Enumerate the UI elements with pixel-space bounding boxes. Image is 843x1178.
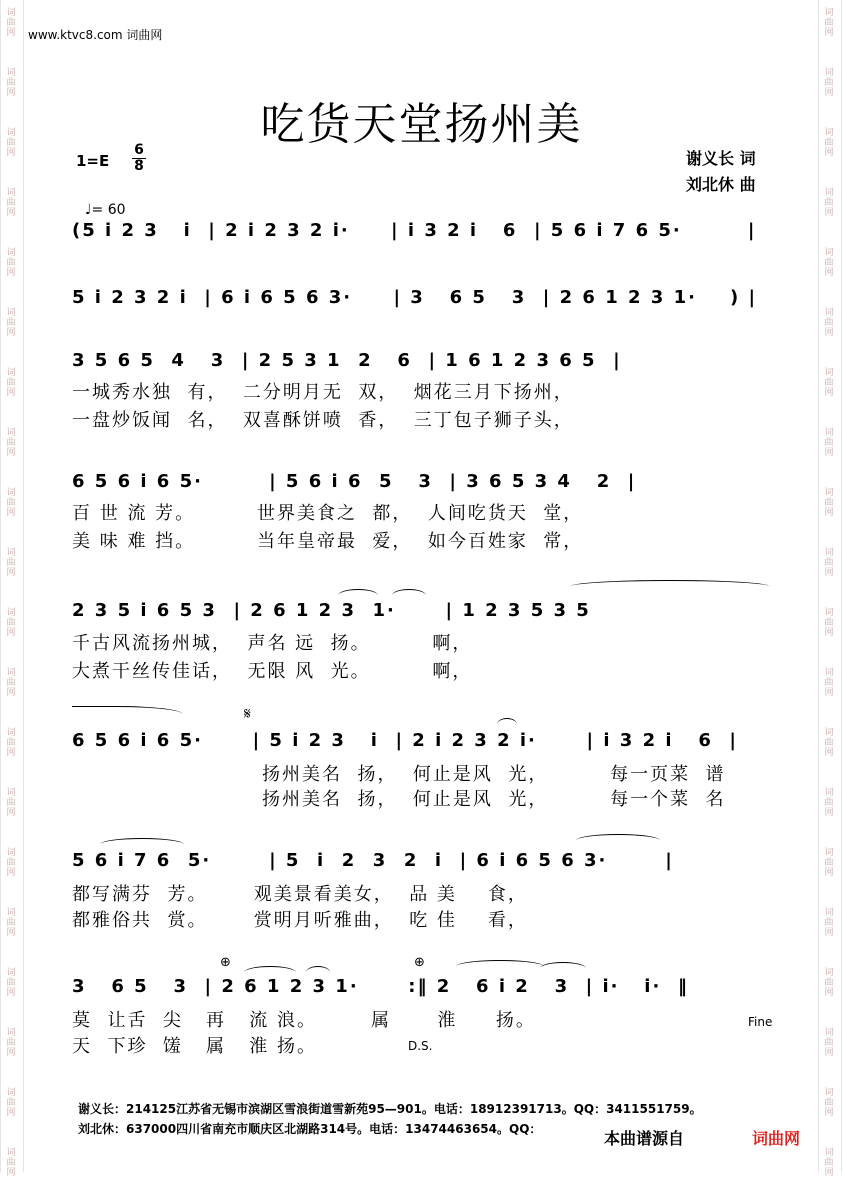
watermark-mark: 词曲网	[824, 728, 834, 758]
notation-row-4: 6 5 6 i 6 5· | 5 6 i 6 5 3 | 3 6 5 3 4 2 |	[72, 471, 637, 492]
watermark-mark: 词曲网	[6, 428, 16, 458]
lyric-row-4-verse-2: 美 味 难 挡。 当年皇帝最 爱， 如今百姓家 常，	[72, 531, 584, 552]
notation-row-1: (5 i 2 3 i | 2 i 2 3 2 i· | i 3 2 i 6 | 5 6 i 7 6 5· |	[72, 220, 757, 241]
slur-mark	[576, 834, 660, 847]
watermark-mark: 词曲网	[824, 788, 834, 818]
lyric-row-7-verse-1: 都写满芬 芳。 观美景看美女， 品 美 食，	[72, 884, 528, 905]
site-url[interactable]: www.ktvc8.com 词曲网	[28, 28, 163, 42]
lyricist-credit: 谢义长 词	[686, 149, 756, 168]
watermark-mark: 词曲网	[6, 188, 16, 218]
time-signature	[132, 143, 146, 174]
watermark-mark: 词曲网	[824, 1148, 834, 1178]
watermark-mark: 词曲网	[824, 188, 834, 218]
watermark-mark: 词曲网	[6, 788, 16, 818]
tempo-marking	[76, 186, 126, 218]
slur-mark	[456, 960, 544, 973]
coda-icon: ⊕	[220, 955, 231, 970]
watermark-mark: 词曲网	[824, 668, 834, 698]
quarter-note-icon: ♩	[84, 202, 92, 218]
watermark-mark: 词曲网	[6, 308, 16, 338]
lyric-row-8-verse-1: 莫 让舌 尖 再 流 浪。 属 淮 扬。	[72, 1010, 536, 1031]
lyric-row-8-verse-2: 天 下珍 馐 属 淮 扬。	[72, 1036, 317, 1057]
notation-row-7: 5 6 i 7 6 5· | 5 i 2 3 2 i | 6 i 6 5 6 3· |	[72, 850, 674, 871]
watermark-mark: 词曲网	[6, 1148, 16, 1178]
watermark-mark: 词曲网	[6, 668, 16, 698]
watermark-mark: 词曲网	[6, 548, 16, 578]
watermark-mark: 词曲网	[824, 128, 834, 158]
notation-row-8: 3 6 5 3 | 2 6 1 2 3 1· :‖ 2 6 i 2 3 | i· i· ‖	[72, 976, 689, 997]
source-brand-link[interactable]: 词曲网	[752, 1129, 801, 1148]
time-sig-denominator: 8	[132, 158, 146, 174]
watermark-mark: 词曲网	[6, 608, 16, 638]
footer-lyricist-contact: 谢义长：214125江苏省无锡市滨湖区雪浪街道雪新苑95—901。电话：18912391713。QQ：3411551759。	[78, 1102, 702, 1116]
composer-credit: 刘北休 曲	[686, 175, 756, 194]
lyric-row-5-verse-2: 大煮干丝传佳话， 无限 风 光。 啊，	[72, 661, 473, 682]
footer-composer-contact: 刘北休：637000四川省南充市顺庆区北湖路314号。电话：13474463654。QQ：	[78, 1122, 542, 1136]
tempo-value: = 60	[91, 202, 126, 218]
coda-icon: ⊕	[414, 955, 425, 970]
watermark-mark: 词曲网	[824, 68, 834, 98]
notation-row-6: 6 5 6 i 6 5· | 5 i 2 3 i | 2 i 2 3 2 i· | i 3 2 i 6 |	[72, 730, 738, 751]
watermark-mark: 词曲网	[824, 908, 834, 938]
watermark-mark: 词曲网	[824, 968, 834, 998]
watermark-mark: 词曲网	[6, 8, 16, 38]
watermark-mark: 词曲网	[824, 548, 834, 578]
watermark-column-left	[0, 0, 24, 1178]
lyric-row-6-verse-2: 扬州美名 扬， 何止是风 光， 每一个菜 名	[262, 789, 726, 810]
notation-row-5: 2 3 5 i 6 5 3 | 2 6 1 2 3 1· | 1 2 3 5 3 5	[72, 600, 591, 621]
page-title: 吃货天堂扬州美	[260, 99, 583, 150]
fine-marking: Fine	[748, 1015, 773, 1029]
lyric-row-3-verse-1: 一城秀水独 有， 二分明月无 双， 烟花三月下扬州，	[72, 382, 574, 403]
watermark-mark: 词曲网	[6, 1028, 16, 1058]
watermark-mark: 词曲网	[824, 8, 834, 38]
watermark-mark: 词曲网	[824, 848, 834, 878]
watermark-mark: 词曲网	[6, 728, 16, 758]
slur-mark	[72, 706, 182, 719]
watermark-mark: 词曲网	[824, 248, 834, 278]
watermark-mark: 词曲网	[6, 1088, 16, 1118]
watermark-mark: 词曲网	[6, 128, 16, 158]
watermark-mark: 词曲网	[824, 1028, 834, 1058]
watermark-mark: 词曲网	[824, 1088, 834, 1118]
lyric-row-6-verse-1: 扬州美名 扬， 何止是风 光， 每一页菜 谱	[262, 764, 726, 785]
watermark-mark: 词曲网	[6, 908, 16, 938]
slur-mark	[540, 962, 586, 975]
source-label: 本曲谱源自	[604, 1129, 685, 1148]
watermark-mark: 词曲网	[824, 608, 834, 638]
watermark-mark: 词曲网	[824, 368, 834, 398]
notation-row-2: 5 i 2 3 2 i | 6 i 6 5 6 3· | 3 6 5 3 | 2 6 1 2 3 1· ) |	[72, 287, 758, 308]
segno-icon: 𝄋	[244, 704, 251, 723]
watermark-column-right	[818, 0, 842, 1178]
watermark-mark: 词曲网	[824, 428, 834, 458]
lyric-row-4-verse-1: 百 世 流 芳。 世界美食之 都， 人间吃货天 堂，	[72, 503, 584, 524]
watermark-mark: 词曲网	[6, 68, 16, 98]
watermark-mark: 词曲网	[6, 848, 16, 878]
watermark-mark: 词曲网	[824, 488, 834, 518]
watermark-mark: 词曲网	[824, 308, 834, 338]
watermark-mark: 词曲网	[6, 968, 16, 998]
lyric-row-5-verse-1: 千古风流扬州城， 声名 远 扬。 啊，	[72, 633, 473, 654]
key-signature: 1=E	[76, 152, 110, 170]
watermark-mark: 词曲网	[6, 248, 16, 278]
slur-mark	[570, 580, 770, 593]
watermark-mark: 词曲网	[6, 368, 16, 398]
notation-row-3: 3 5 6 5 4 3 | 2 5 3 1 2 6 | 1 6 1 2 3 6 5 |	[72, 350, 622, 371]
watermark-mark: 词曲网	[6, 488, 16, 518]
ds-marking: D.S.	[408, 1039, 433, 1053]
lyric-row-7-verse-2: 都雅俗共 赏。 赏明月听雅曲， 吃 佳 看，	[72, 910, 528, 931]
lyric-row-3-verse-2: 一盘炒饭闻 名， 双喜酥饼喷 香， 三丁包子狮子头，	[72, 410, 574, 431]
time-sig-numerator: 6	[134, 142, 144, 158]
